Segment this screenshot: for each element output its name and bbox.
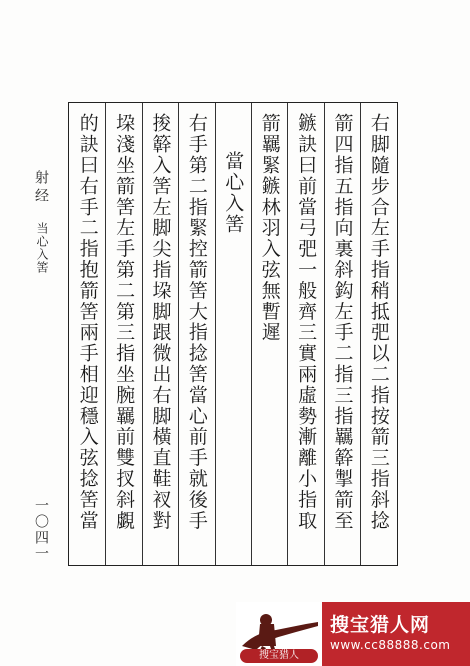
- watermark-site-name: 搜宝猎人网: [330, 614, 431, 636]
- column-divider: [251, 103, 252, 565]
- column-divider: [287, 103, 288, 565]
- column-divider: [215, 103, 216, 565]
- column-divider: [142, 103, 143, 565]
- section-heading-column: [215, 103, 251, 565]
- column-text: 捘簳入筈左脚尖指垜脚跟微出右脚橫直鞋衩對: [149, 113, 172, 531]
- running-title: 射经: [33, 170, 49, 206]
- text-column: [142, 103, 178, 565]
- text-column: [324, 103, 360, 565]
- text-column: [105, 103, 141, 565]
- column-divider: [105, 103, 106, 565]
- section-heading: 當心入筈: [222, 151, 245, 235]
- column-text: 垜淺坐箭筈左手第二第三指坐腕羈前雙扠斜覷: [113, 113, 136, 531]
- column-text: 箭羈緊鏃林羽入弦無暫遲: [258, 113, 281, 343]
- column-text: 右脚隨步合左手指稍抵弝以二指按箭三指斜捻: [367, 113, 390, 531]
- watermark-logo-text: 搜宝猎人: [240, 649, 318, 663]
- column-text: 鏃訣曰前當弓弝一般齊三實兩虛勢漸離小指取: [295, 113, 318, 531]
- text-column: [251, 103, 287, 565]
- watermark-site-url: www.cc88888.com: [330, 638, 451, 652]
- watermark-text-block: [322, 614, 470, 654]
- text-column: [178, 103, 214, 565]
- column-divider: [360, 103, 361, 565]
- column-text: 右手第二指緊控箭筈大指捻筈當心前手就後手: [185, 113, 208, 531]
- column-text: 箭四指五指向裏斜鈎左手二指三指羈簳掣箭至: [331, 113, 354, 531]
- text-column: [69, 103, 105, 565]
- text-column: [360, 103, 396, 565]
- running-chapter: 当心入筈: [35, 222, 49, 274]
- text-frame: [68, 102, 398, 566]
- column-text: 的訣曰右手二指抱箭筈兩手相迎穩入弦捻筈當: [76, 113, 99, 531]
- column-divider: [324, 103, 325, 565]
- watermark-banner: [236, 602, 470, 666]
- column-divider: [178, 103, 179, 565]
- page-number: 一〇四一: [33, 498, 49, 562]
- watermark-logo: [236, 602, 322, 666]
- text-column: [287, 103, 323, 565]
